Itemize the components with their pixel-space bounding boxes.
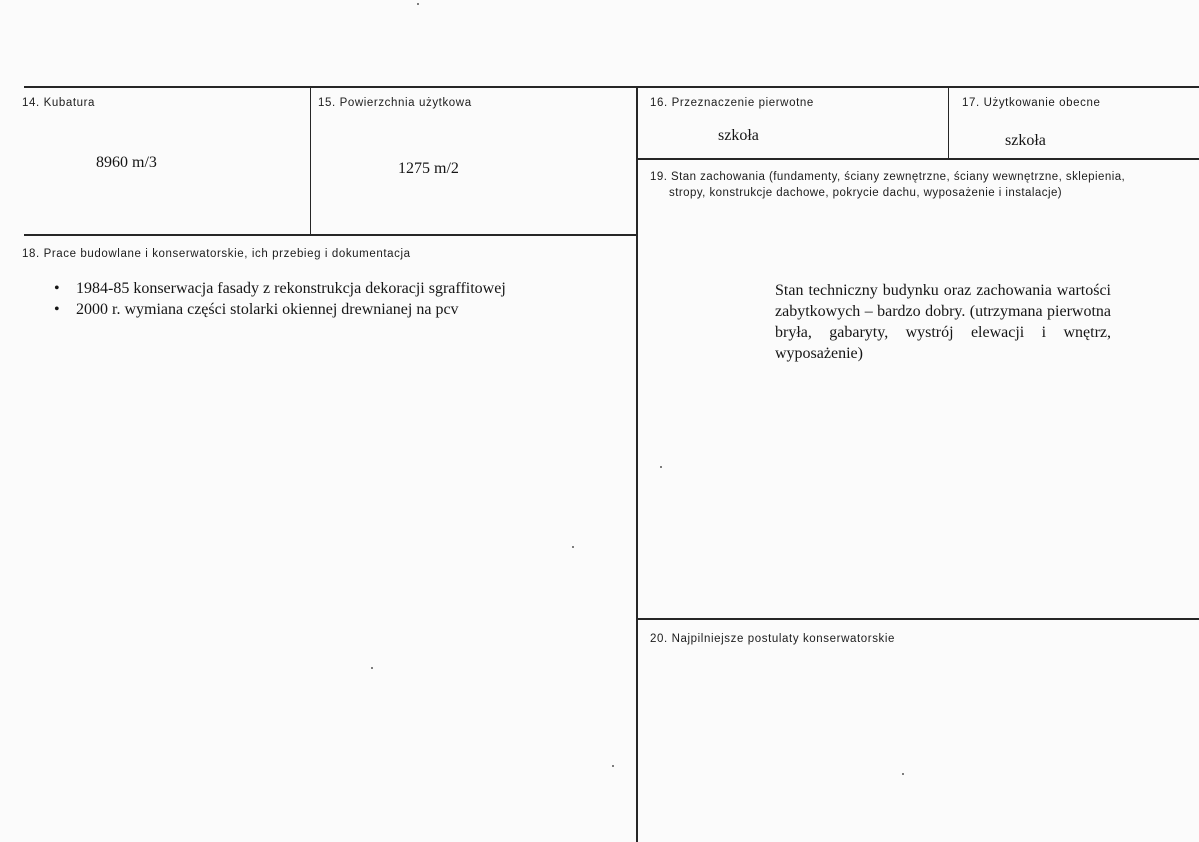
scan-speck — [417, 3, 419, 5]
divider-16-17 — [948, 87, 949, 159]
field-14-label: 14. Kubatura — [22, 97, 96, 109]
top-rule — [24, 86, 1199, 88]
field-19-label-line1: 19. Stan zachowania (fundamenty, ściany zewnętrzne, ściany wewnętrzne, sklepienia, — [650, 171, 1126, 183]
field-16-value: szkoła — [718, 127, 759, 144]
field-19-condition-text: Stan techniczny budynku oraz zachowania wartości zabytkowych – bardzo dobry. (utrzymana pierwotna bryła, gabaryty, wystrój elewacji i wnętrz, wyposażenie) — [775, 282, 1111, 362]
scan-speck — [371, 667, 373, 669]
rule-under-16-17 — [637, 158, 1199, 160]
field-17-value: szkoła — [1005, 132, 1046, 149]
scan-speck — [572, 546, 574, 548]
list-item: • 2000 r. wymiana części stolarki okiennej drewnianej na pcv — [76, 299, 506, 320]
list-item: • 1984-85 konserwacja fasady z rekonstrukcja dekoracji sgraffitowej — [76, 278, 506, 299]
rule-above-20 — [637, 618, 1199, 620]
scan-speck — [660, 466, 662, 468]
field-17-label: 17. Użytkowanie obecne — [962, 97, 1101, 109]
field-20-label: 20. Najpilniejsze postulaty konserwatorskie — [650, 633, 896, 645]
field-16-label: 16. Przeznaczenie pierwotne — [650, 97, 814, 109]
field-15-value: 1275 m/2 — [398, 160, 459, 177]
field-15-label: 15. Powierzchnia użytkowa — [318, 97, 472, 109]
scan-speck — [902, 773, 904, 775]
scan-speck — [612, 765, 614, 767]
field-19-label-line2: stropy, konstrukcje dachowe, pokrycie dachu, wyposażenie i instalacje) — [669, 187, 1063, 199]
field-18-works-list — [54, 278, 506, 320]
field-14-value: 8960 m/3 — [96, 154, 157, 171]
divider-14-15 — [310, 87, 311, 235]
center-divider — [636, 87, 638, 842]
field-18-label: 18. Prace budowlane i konserwatorskie, ich przebieg i dokumentacja — [22, 248, 411, 260]
rule-under-14-15 — [24, 234, 637, 236]
